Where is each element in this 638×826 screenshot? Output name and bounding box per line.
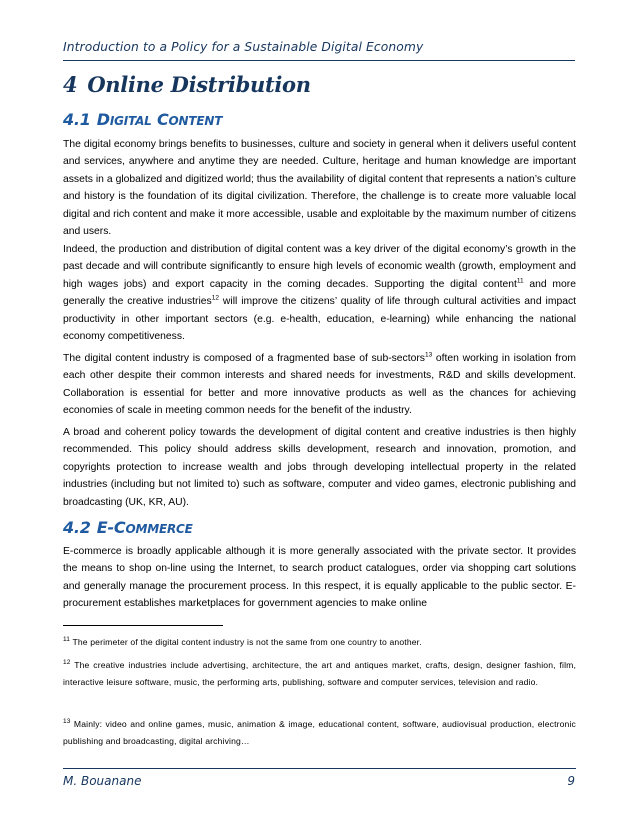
footnote-ref[interactable]: 13 [424, 351, 433, 359]
chapter-heading [63, 72, 311, 97]
footnote [63, 634, 576, 651]
paragraph [63, 350, 576, 420]
paragraph [63, 241, 576, 345]
section-title-initial: C [157, 110, 169, 129]
paragraph: E-commerce is broadly applicable although it is more generally associated with the private sector. It provides the means to shop on-line using the Internet, to search product catalogues, order via shopping cart solutions and generally manage the procurement process. In this respect, it is equally applicable to the public sector. E-procurement establishes marketplaces for government agencies to make online [63, 546, 576, 610]
running-header: Introduction to a Policy for a Sustainable Digital Economy [63, 40, 575, 61]
section-heading-4-2 [63, 518, 193, 537]
paragraph-text: and more generally the creative industries [63, 278, 576, 308]
section-number: 4.2 [63, 518, 91, 537]
paragraph: A broad and coherent policy towards the development of digital content and creative industries is then highly recommended. This policy should address skills development, research and innovation, promotion, and copyrights protection to increase wealth and jobs through developing intellectual property in the related industries (including but not limited to) such as software, computer and video games, electronic publishing and broadcasting (UK, KR, AU). [63, 427, 576, 508]
chapter-number: 4 [63, 72, 78, 97]
section-title-initial: D [96, 110, 110, 129]
footnote-mark: 12 [63, 659, 71, 667]
paragraph-text: often working in isolation from each other despite their common interests and shared needs for investments, R&D and skills development. Collaboration is essential for better and more innovative products as well as the chances for achieving economies of scale in meeting common needs for the benefit of the industry. [63, 353, 576, 417]
footnote [63, 657, 576, 692]
section-number: 4.1 [63, 110, 91, 129]
footnote-ref[interactable]: 11 [516, 277, 524, 285]
section-title-rest: IGITAL [109, 114, 152, 128]
section-title-initial: E-C [96, 518, 126, 537]
section-title-rest: OMMERCE [125, 522, 193, 536]
paragraph-text: Indeed, the production and distribution of digital content was a key driver of the digital economy’s growth in the past decade and will contribute significantly to ensure high levels of economic wealth (growth, employment and high wages jobs) and export capacity in the coming decades. Supporting the digital content [63, 244, 576, 290]
footer-author: M. Bouanane [63, 774, 142, 788]
footnote-text: The creative industries include advertising, architecture, the art and antiques market, crafts, design, designer fashion, film, interactive leisure software, music, the performing arts, publishing, software and computer services, television and radio. [63, 660, 576, 688]
paragraph: The digital economy brings benefits to businesses, culture and society in general when it delivers useful content and services, anywhere and anytime they are needed. Culture, heritage and human knowledge are important assets in a globalized and digitized world; thus the availability of digital content that represents a nation’s culture and history is the foundation of its digital civilization. Therefore, the challenge is to create more valuable local digital and rich content and make it more accessible, usable and exploitable by the maximum number of citizens and users. [63, 139, 576, 238]
section-heading-4-1 [63, 110, 222, 129]
footer-separator [63, 768, 576, 769]
footnote-ref[interactable]: 12 [211, 294, 219, 302]
section-title-rest: ONTENT [168, 114, 223, 128]
footnote-text: The perimeter of the digital content industry is not the same from one country to another. [70, 637, 422, 647]
paragraph-text: The digital content industry is composed of a fragmented base of sub-sectors [63, 353, 425, 364]
page-number: 9 [567, 774, 575, 788]
footnote-mark: 11 [63, 636, 71, 644]
footnote-separator [63, 625, 223, 626]
footnote [63, 716, 576, 751]
footnote-mark: 13 [63, 718, 71, 726]
footnote-text: Mainly: video and online games, music, animation & image, educational content, software, audiovisual production, electronic publishing and broadcasting, digital archiving… [63, 719, 576, 747]
chapter-title: Online Distribution [87, 72, 311, 97]
paragraph-text: will improve the citizens’ quality of life through cultural activities and impact productivity in other important sectors (e.g. e-health, education, e-learning) while enhancing the national economy competitiveness. [63, 296, 576, 343]
